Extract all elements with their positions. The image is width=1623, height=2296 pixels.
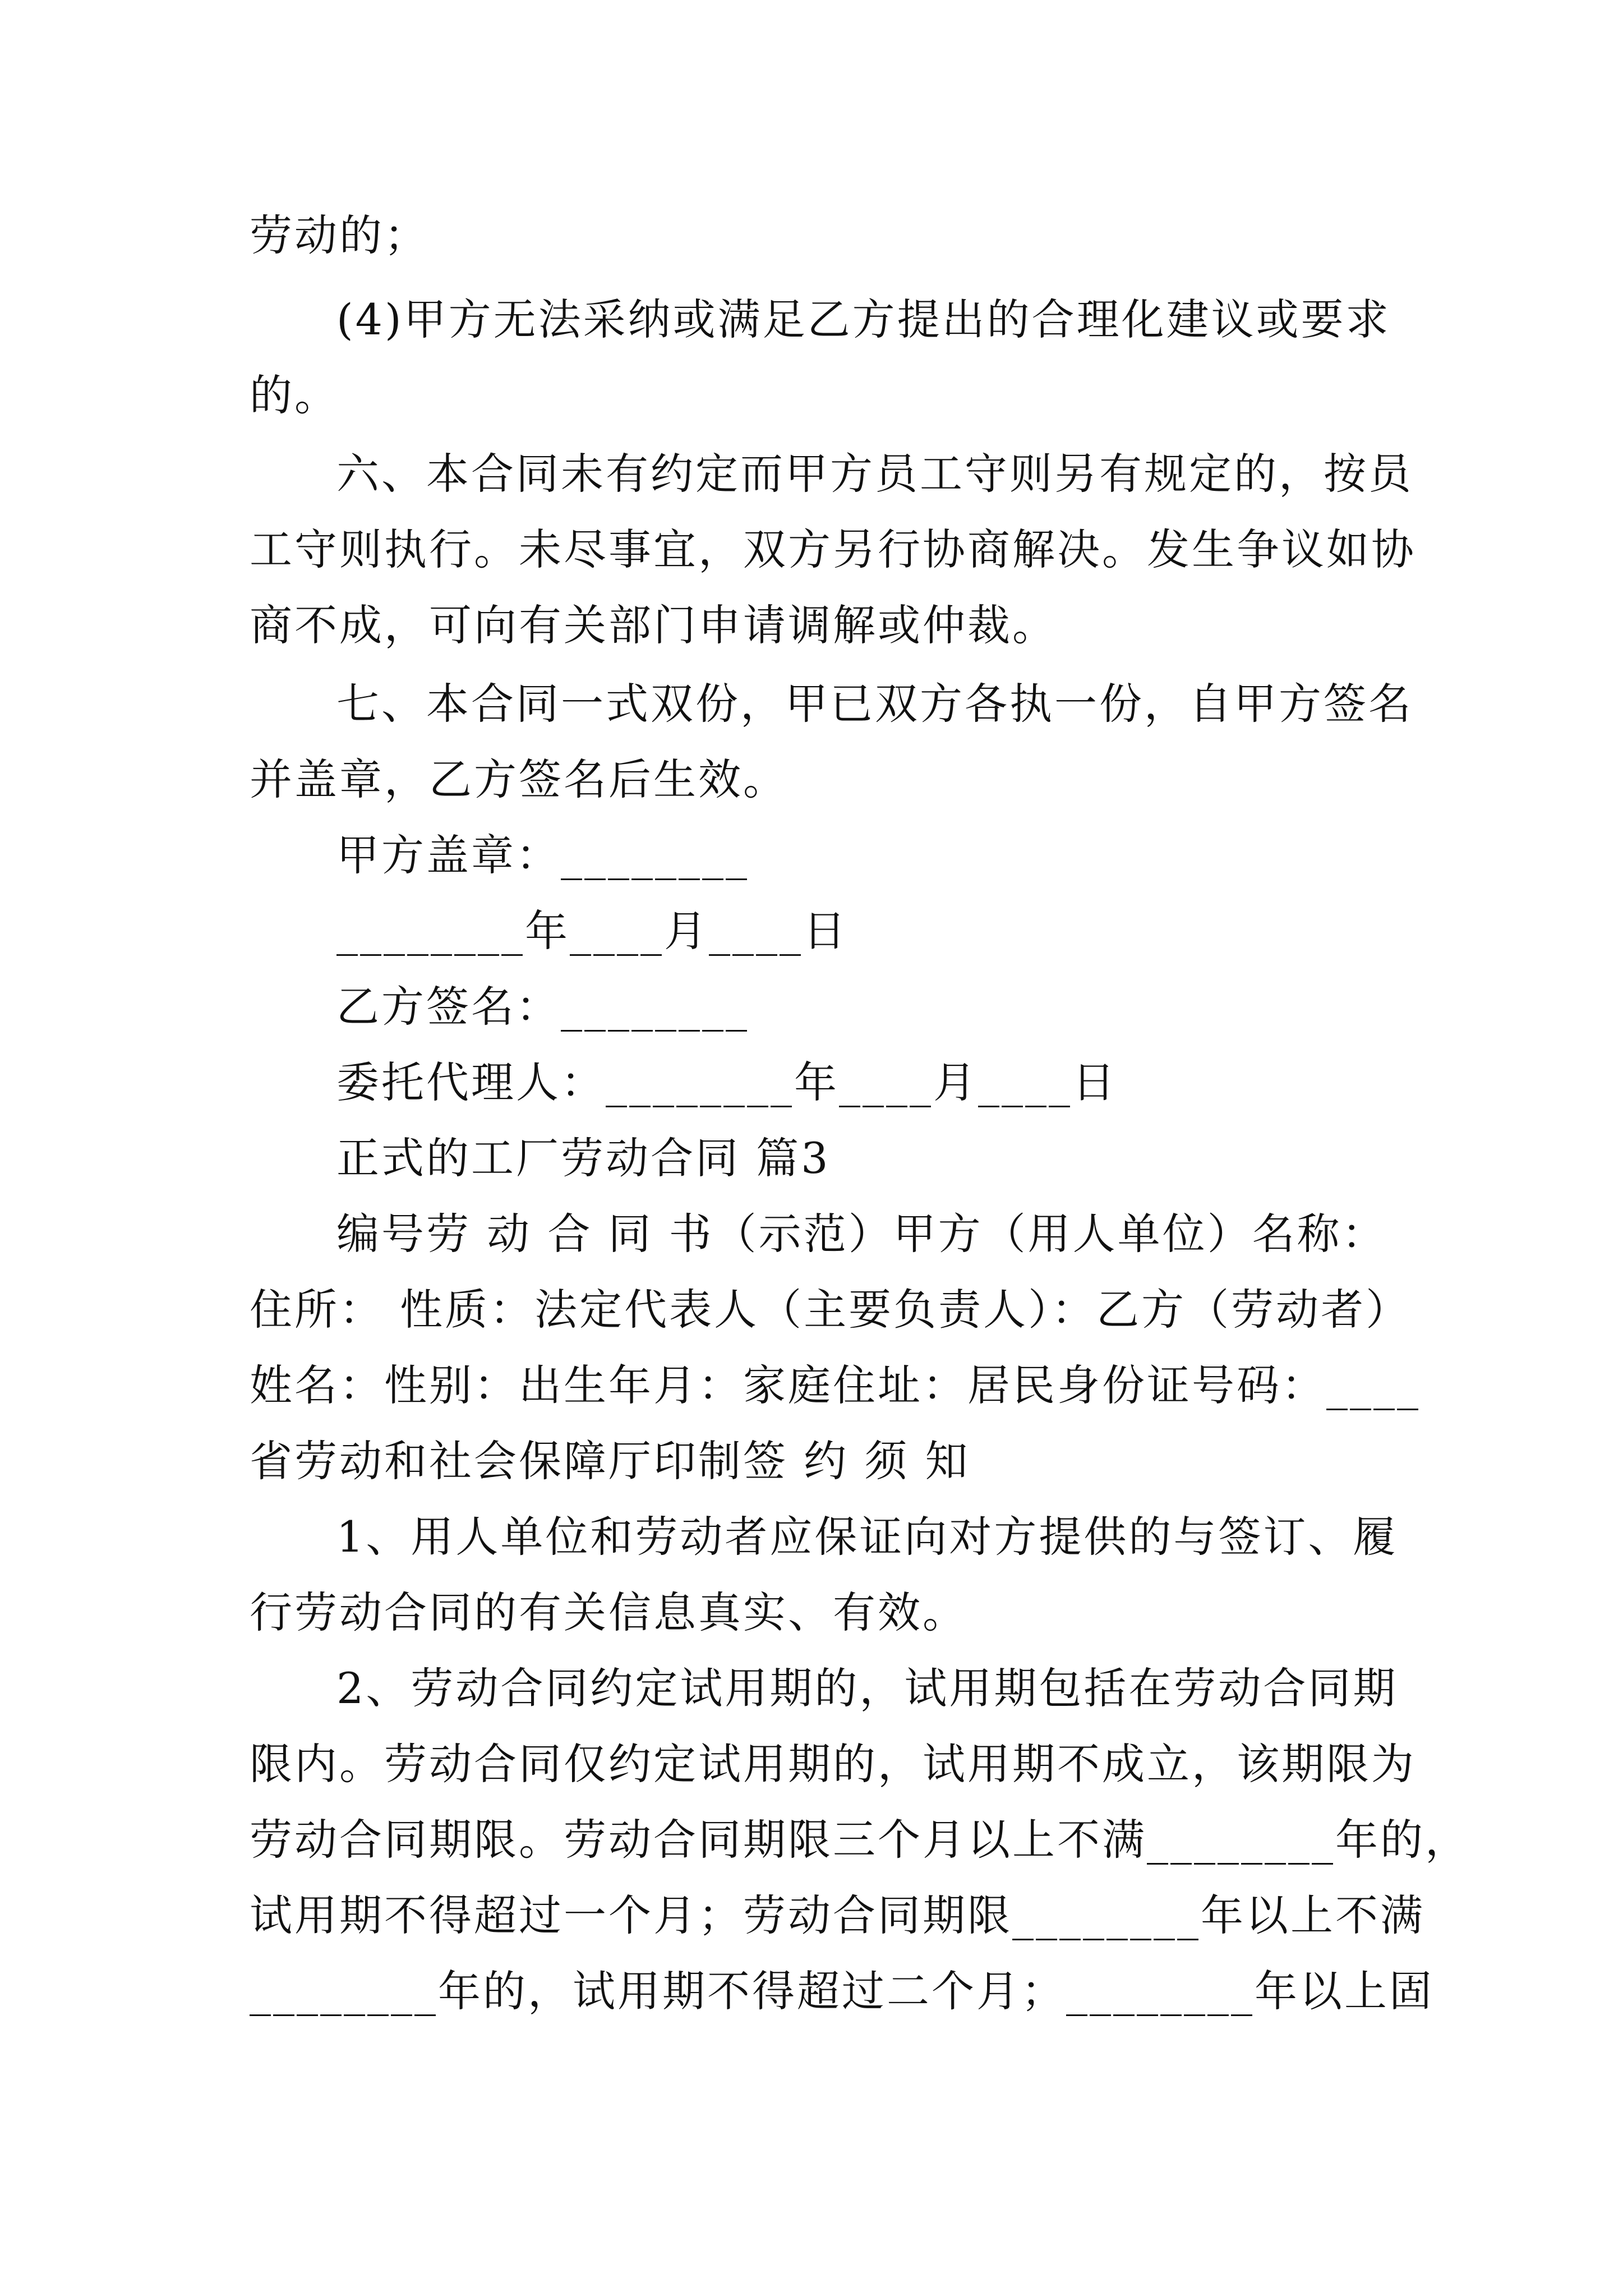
text-line: (4)甲方无法采纳或满足乙方提出的合理化建议或要求	[336, 295, 1391, 344]
text-line: 省劳动和社会保障厅印制签 约 须 知	[250, 1436, 970, 1486]
text-line: 2、劳动合同约定试用期的，试用期包括在劳动合同期	[336, 1663, 1398, 1713]
signature-line: 乙方签名：________	[336, 982, 749, 1032]
section-heading: 正式的工厂劳动合同 篇3	[336, 1133, 831, 1183]
date-line: ________年____月____日	[336, 906, 848, 956]
text-line: 1、用人单位和劳动者应保证向对方提供的与签订、履	[336, 1512, 1398, 1562]
text-line: 姓名：性别：出生年月：家庭住址：居民身份证号码：____	[250, 1360, 1421, 1410]
text-line: 六、本合同未有约定而甲方员工守则另有规定的，按员	[336, 449, 1413, 499]
text-line: 试用期不得超过一个月；劳动合同期限________年以上不满	[250, 1890, 1425, 1940]
text-line: 商不成，可向有关部门申请调解或仲裁。	[250, 600, 1057, 650]
text-line: 编号劳 动 合 同 书（示范）甲方（用人单位）名称：	[336, 1209, 1387, 1259]
text-line: 限内。劳动合同仅约定试用期的，试用期不成立，该期限为	[250, 1739, 1416, 1789]
date-line: 委托代理人：________年____月____日	[336, 1057, 1117, 1107]
text-line: 住所： 性质：法定代表人（主要负责人）：乙方（劳动者）	[250, 1285, 1411, 1335]
text-line: 行劳动合同的有关信息真实、有效。	[250, 1588, 967, 1637]
text-line: 并盖章，乙方签名后生效。	[250, 754, 788, 804]
text-line: 工守则执行。未尽事宜，双方另行协商解决。发生争议如协	[250, 524, 1416, 574]
signature-line: 甲方盖章：________	[336, 830, 749, 880]
text-line: 的。	[250, 370, 339, 420]
text-line: ________年的，试用期不得超过二个月；________年以上固	[250, 1966, 1434, 2016]
text-line: 劳动合同期限。劳动合同期限三个月以上不满________年的，	[250, 1815, 1470, 1865]
text-line: 七、本合同一式双份，甲已双方各执一份，自甲方签名	[336, 679, 1413, 729]
text-line: 劳动的；	[250, 210, 429, 260]
